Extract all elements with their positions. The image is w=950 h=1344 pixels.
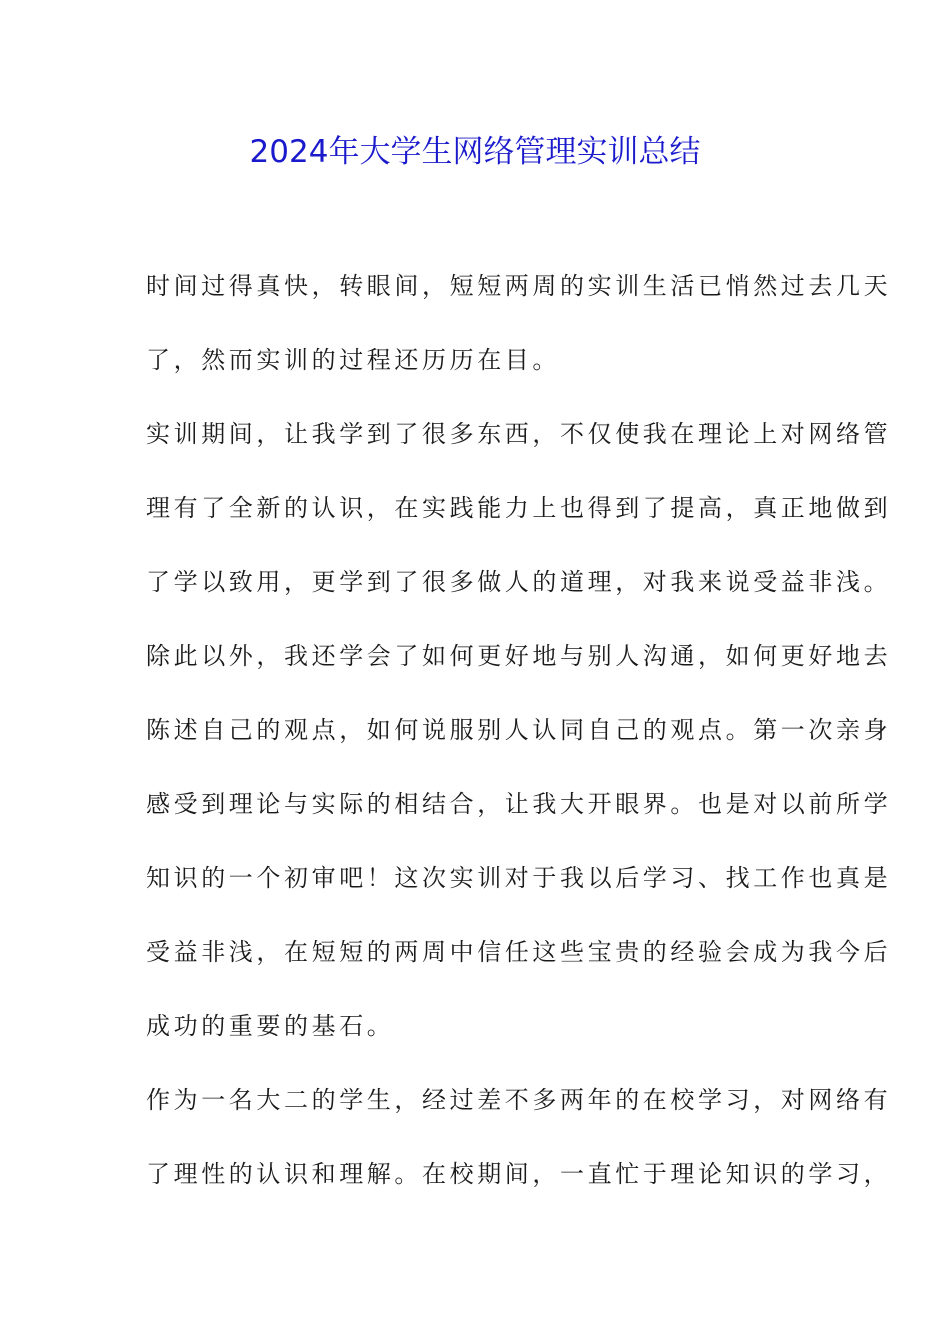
text-line: 陈述自己的观点，如何说服别人认同自己的观点。第一次亲身 xyxy=(146,716,892,744)
document-title: 2024年大学生网络管理实训总结 xyxy=(249,134,701,170)
text-line: 了理性的认识和理解。在校期间，一直忙于理论知识的学习， xyxy=(146,1160,892,1188)
text-line: 成功的重要的基石。 xyxy=(146,1012,395,1040)
text-line: 了，然而实训的过程还历历在目。 xyxy=(146,346,560,374)
text-line: 除此以外，我还学会了如何更好地与别人沟通，如何更好地去 xyxy=(146,642,892,670)
text-line: 作为一名大二的学生，经过差不多两年的在校学习，对网络有 xyxy=(146,1086,892,1114)
text-line: 受益非浅，在短短的两周中信任这些宝贵的经验会成为我今后 xyxy=(146,938,892,966)
text-line: 理有了全新的认识，在实践能力上也得到了提高，真正地做到 xyxy=(146,494,892,522)
text-line: 感受到理论与实际的相结合，让我大开眼界。也是对以前所学 xyxy=(146,790,892,818)
document-body xyxy=(146,262,892,1224)
text-line: 实训期间，让我学到了很多东西，不仅使我在理论上对网络管 xyxy=(146,420,892,448)
text-line: 知识的一个初审吧！这次实训对于我以后学习、找工作也真是 xyxy=(146,864,892,892)
text-line: 时间过得真快，转眼间，短短两周的实训生活已悄然过去几天 xyxy=(146,272,892,300)
text-line: 了学以致用，更学到了很多做人的道理，对我来说受益非浅。 xyxy=(146,568,892,596)
